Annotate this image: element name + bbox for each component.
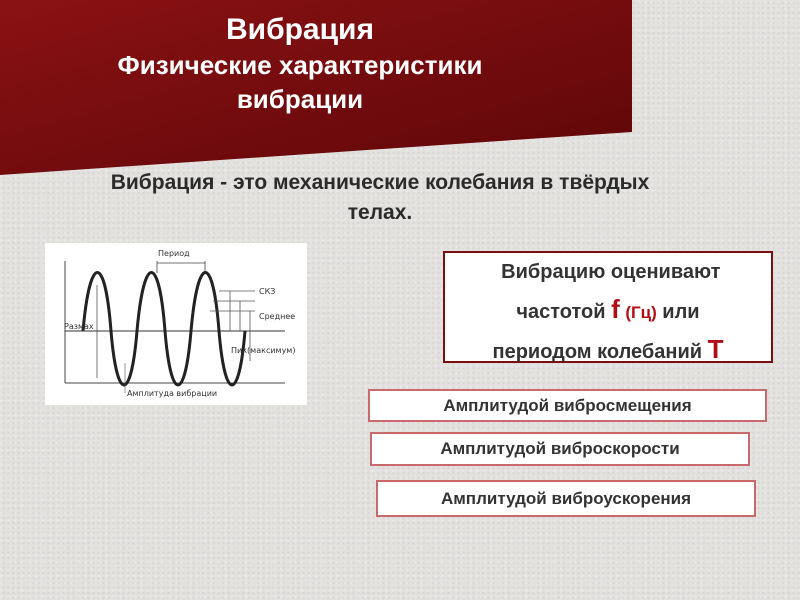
amplitude-acceleration-box: Амплитудой виброускорения <box>376 480 756 517</box>
slide-subtitle-line1: Физические характеристики <box>117 50 483 80</box>
amplitude-velocity-box: Амплитудой виброскорости <box>370 432 750 466</box>
symbol-T: Т <box>707 334 724 364</box>
label-razmah: Размах <box>64 322 94 331</box>
info-line1: Вибрацию оценивают <box>501 261 721 283</box>
slide-title: Вибрация <box>225 13 375 46</box>
amplitude-displacement-box: Амплитудой вибросмещения <box>368 389 767 422</box>
info-line3: периодом колебаний Т <box>492 334 724 364</box>
symbol-f: f <box>611 294 620 324</box>
label-amplitude: Амплитуда вибрации <box>127 389 218 398</box>
info-line2: частотой f (Гц) или <box>516 294 700 324</box>
label-period: Период <box>158 249 190 258</box>
vibration-waveform-diagram <box>45 243 307 405</box>
unit-hz: (Гц) <box>625 303 657 322</box>
label-mean: Среднее <box>259 312 296 321</box>
frequency-period-box <box>443 251 773 363</box>
definition-text <box>30 168 730 228</box>
waveform-svg <box>45 243 307 405</box>
slide-title-block <box>40 12 560 116</box>
definition-line2: телах. <box>347 201 413 224</box>
definition-line1: Вибрация - это механические колебания в твёрдых <box>110 171 650 194</box>
label-skz: СКЗ <box>259 287 276 296</box>
label-peak: Пик(максимум) <box>231 346 296 355</box>
header-banner <box>0 0 800 180</box>
slide-subtitle-line2: вибрации <box>236 84 364 114</box>
